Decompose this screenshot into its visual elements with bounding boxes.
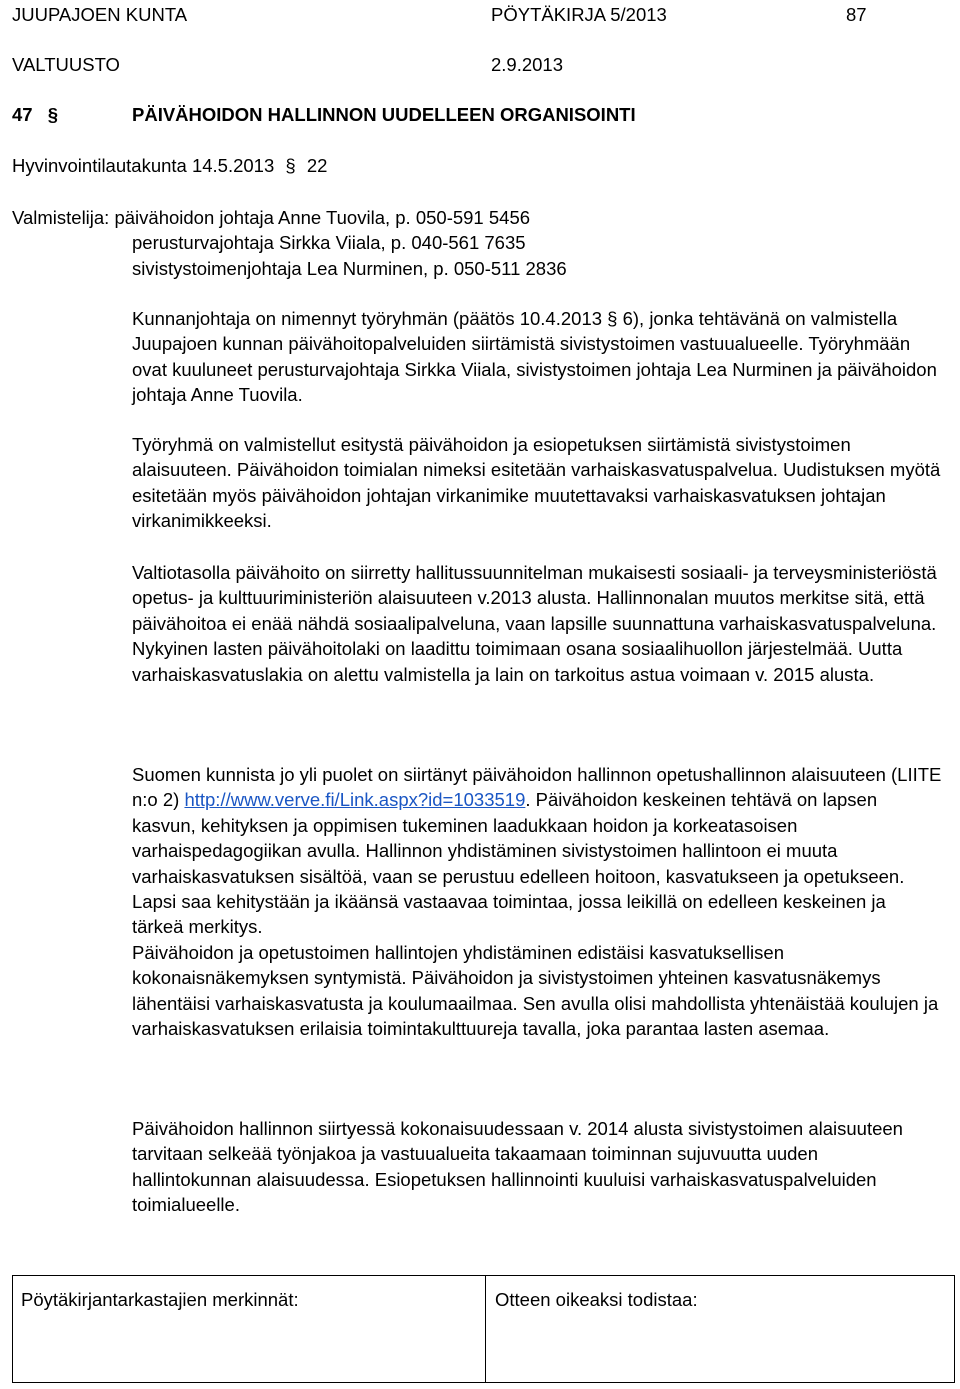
preparers-list — [12, 205, 567, 281]
paragraph-transfer — [132, 1116, 942, 1218]
section-number-group — [12, 104, 58, 126]
board-reference — [12, 155, 327, 177]
certification-label: Otteen oikeaksi todistaa: — [495, 1289, 698, 1310]
paragraph-text: Työryhmä on valmistellut esitystä päivähoidon ja esiopetuksen siirtämistä sivistystoimen alaisuuteen. Päivähoidon toimialan nimeksi esitetään varhaiskasvatuspalvelua. Uudistuksen myötä esitetään myös päivähoidon johtajan virkanimike muutettavaksi varhaiskasvatuksen johtajan virkanimikkeeksi. — [132, 434, 941, 532]
board-reference-text: Hyvinvointilautakunta 14.5.2013 — [12, 155, 275, 176]
board-reference-number: 22 — [306, 155, 328, 176]
paragraph-state-level — [132, 560, 942, 687]
paragraph-proposal — [132, 432, 942, 534]
paragraph-symbol: § — [607, 308, 618, 329]
preparer-line: sivistystoimenjohtaja Lea Nurminen, p. 050-511 2836 — [132, 257, 567, 279]
section-symbol: § — [47, 104, 59, 125]
reviewers-notes-label: Pöytäkirjantarkastajien merkinnät: — [21, 1289, 299, 1310]
paragraph-municipalities — [132, 762, 942, 1041]
paragraph-text: 6), jonka tehtävänä on valmistella Juupajoen kunnan päivähoitopalveluiden siirtämistä sivistystoimen vastuualueelle. Työryhmään ovat kuuluneet perusturvajohtaja Sirkka Viiala, sivistystoimen johtaja Lea Nurminen ja päivähoidon johtaja Anne Tuovila. — [132, 308, 937, 406]
section-number: 47 — [12, 104, 33, 125]
section-title: PÄIVÄHOIDON HALLINNON UUDELLEEN ORGANISOINTI — [132, 104, 636, 125]
meeting-date: 2.9.2013 — [491, 54, 564, 75]
paragraph-working-group — [132, 306, 942, 408]
municipality-name: JUUPAJOEN KUNTA — [12, 4, 188, 25]
page-number: 87 — [846, 4, 867, 25]
document-type: PÖYTÄKIRJA 5/2013 — [491, 4, 667, 25]
board-reference-symbol: § — [285, 155, 296, 176]
council-name: VALTUUSTO — [12, 54, 120, 75]
preparer-line: perusturvajohtaja Sirkka Viiala, p. 040-561 7635 — [132, 232, 526, 254]
preparer-line: Valmistelija: päivähoidon johtaja Anne Tuovila, p. 050-591 5456 — [12, 207, 531, 228]
appendix-link[interactable]: http://www.verve.fi/Link.aspx?id=1033519 — [184, 789, 526, 811]
paragraph-text: Päivähoidon hallinnon siirtyessä kokonaisuudessaan v. 2014 alusta sivistystoimen alaisuuteen tarvitaan selkeää työnjakoa ja vastuualueita takaamaan toiminnan sujuvuutta uuden hallintokunnan alaisuudessa. Esiopetuksen hallinnointi kuuluisi varhaiskasvatuspalveluiden toimialueelle. — [132, 1118, 903, 1216]
paragraph-text: Suomen kunnista jo yli puolet on siirtänyt päivähoidon hallinnon opetushallinnon alaisuuteen (LIITE n:o 2) — [132, 764, 942, 811]
paragraph-text: Päivähoidon ja opetustoimen hallintojen yhdistäminen edistäisi kasvatuksellisen kokonaisnäkemyksen syntymistä. Päivähoidon ja sivistystoimen yhteinen kasvatusnäkemys lähentäisi varhaiskasvatusta ja koulumaailmaa. Sen avulla olisi mahdollista yhtenäistää koulujen ja varhaiskasvatuksen erilaisia toimintakulttuureja tavalla, joka parantaa lasten asemaa. — [132, 941, 939, 1040]
footer-divider — [485, 1276, 486, 1382]
signature-footer — [12, 1275, 955, 1383]
paragraph-text: . Päivähoidon keskeinen tehtävä on lapsen kasvun, kehityksen ja oppimisen tukeminen laadukkaan hoidon ja korkeatasoisen varhaispedagogiikan avulla. Hallinnon yhdistäminen sivistystoimen hallintoon ei muuta varhaiskasvatuksen sisältöä, vaan se perustuu edelleen hoitoon, kasvatukseen ja opetukseen. Lapsi saa kehitystään ja ikäänsä vastaavaa toimintaa, jossa leikillä on edelleen keskeinen ja tärkeä merkitys. — [132, 789, 905, 938]
paragraph-text: Kunnanjohtaja on nimennyt työryhmän (päätös 10.4.2013 — [132, 308, 603, 329]
paragraph-text: Valtiotasolla päivähoito on siirretty hallitussuunnitelman mukaisesti sosiaali- ja terveysministeriöstä opetus- ja kulttuuriministeriön alaisuuteen v.2013 alusta. Hallinnonalan muutos merkitse sitä, että päivähoitoa ei enää nähdä sosiaalipalveluna, vaan lapsille suunnattuna varhaiskasvatuspalveluna. Nykyinen lasten päivähoitolaki on laadittu toimimaan osana sosiaalihuollon järjestelmää. Uutta varhaiskasvatuslakia on alettu valmistella ja lain on tarkoitus astua voimaan v. 2015 alusta. — [132, 562, 937, 685]
